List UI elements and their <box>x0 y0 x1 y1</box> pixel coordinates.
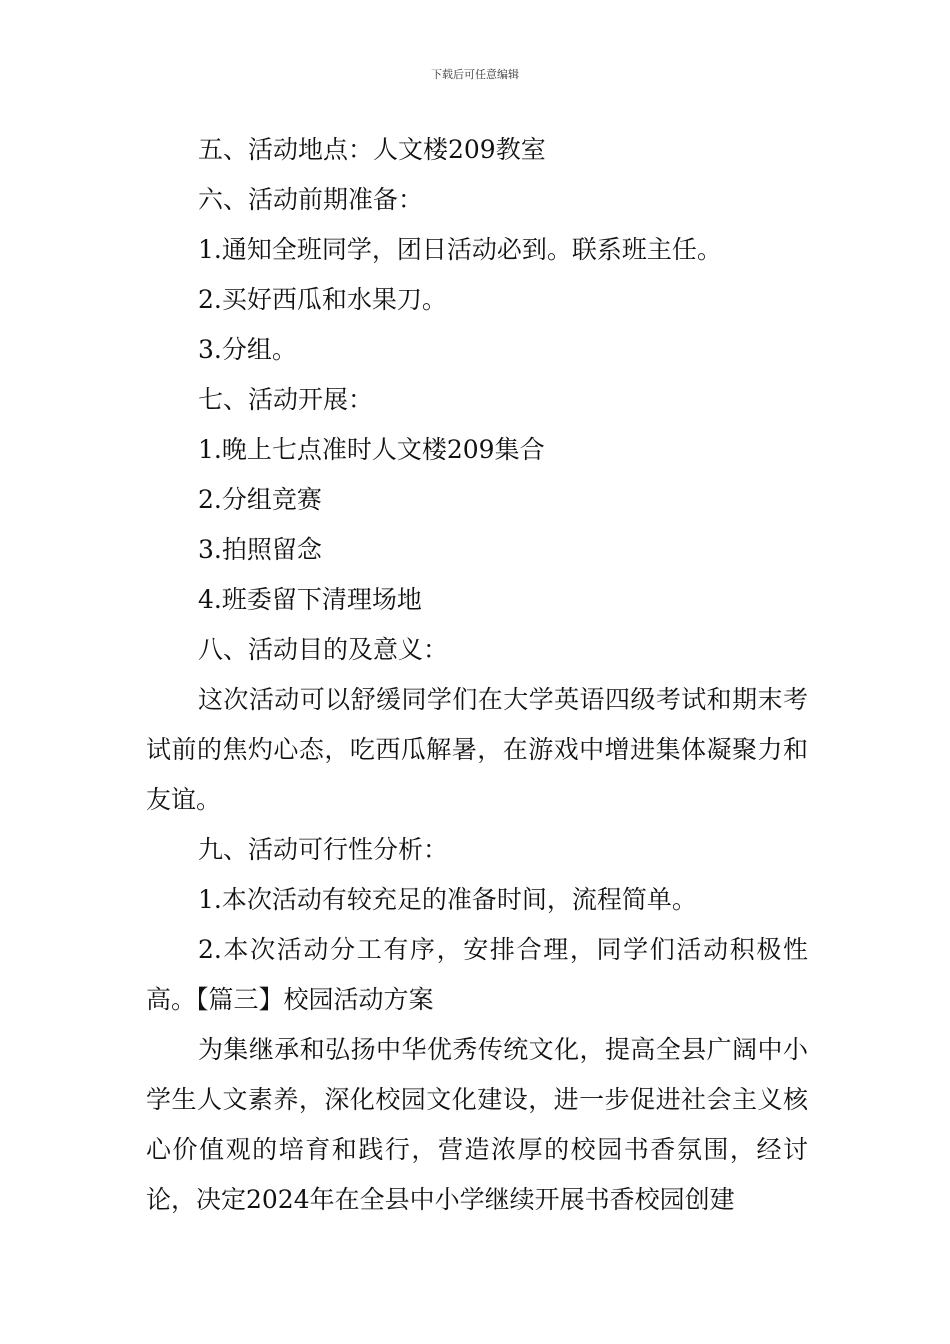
paragraph-feasibility-item-1: 1.本次活动有较充足的准备时间，流程简单。 <box>198 885 697 914</box>
paragraph-activity-item-2: 2.分组竞赛 <box>198 485 322 514</box>
paragraph-prep-item-2: 2.买好西瓜和水果刀。 <box>198 285 447 314</box>
paragraph-prep-item-3: 3.分组。 <box>198 335 297 364</box>
paragraph-purpose-heading: 八、活动目的及意义： <box>198 635 449 664</box>
paragraph-activity-item-4: 4.班委留下清理场地 <box>198 585 422 614</box>
paragraph-activity-item-3: 3.拍照留念 <box>198 535 322 564</box>
paragraph-prep-item-1: 1.通知全班同学，团日活动必到。联系班主任。 <box>198 235 722 264</box>
paragraph-campus-plan-intro: 为集继承和弘扬中华优秀传统文化，提高全县广阔中小学生人文素养，深化校园文化建设，进一步促进社会主义核心价值观的培育和践行，营造浓厚的校园书香氛围，经讨论，决定2024年在全县中小学继续开展书香校园创建 <box>146 1035 808 1214</box>
paragraph-location: 五、活动地点：人文楼209教室 <box>198 135 546 164</box>
paragraph-purpose-body: 这次活动可以舒缓同学们在大学英语四级考试和期末考试前的焦灼心态，吃西瓜解暑，在游戏中增进集体凝聚力和友谊。 <box>146 685 808 814</box>
paragraph-preparation-heading: 六、活动前期准备： <box>198 185 424 214</box>
paragraph-feasibility-item-2: 2.本次活动分工有序，安排合理，同学们活动积极性高。【篇三】校园活动方案 <box>146 935 808 1014</box>
page-header: 下载后可任意编辑 <box>431 68 519 81</box>
paragraph-feasibility-heading: 九、活动可行性分析： <box>198 835 449 864</box>
paragraph-activity-heading: 七、活动开展： <box>198 385 374 414</box>
paragraph-activity-item-1: 1.晚上七点准时人文楼209集合 <box>198 435 545 464</box>
document-body <box>146 125 808 1225</box>
